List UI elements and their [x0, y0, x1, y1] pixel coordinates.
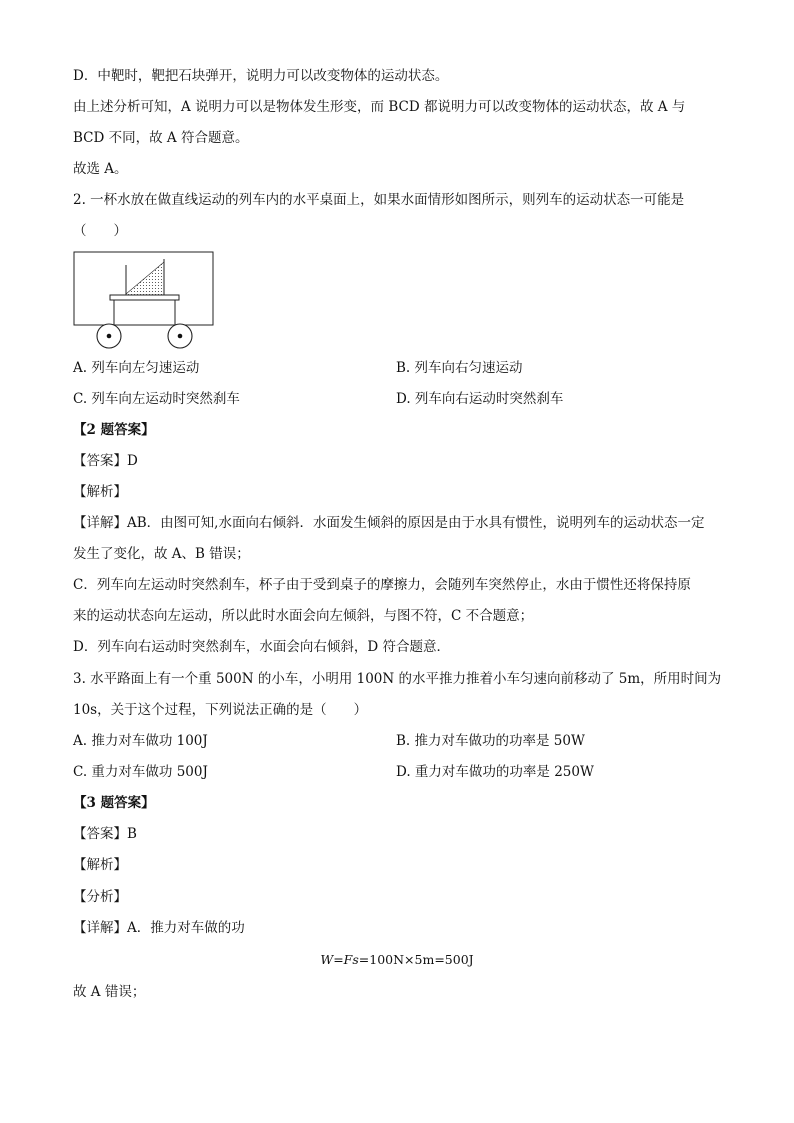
- q2-detail-4: 来的运动状态向左运动，所以此时水面会向左倾斜，与图不符，C 不合题意；: [73, 608, 534, 624]
- q2-option-a: A. 列车向左匀速运动: [73, 360, 200, 376]
- q3-option-a: A. 推力对车做功 100J: [73, 733, 208, 749]
- q2-detail-3: C．列车向左运动时突然刹车，杯子由于受到桌子的摩擦力，会随列车突然停止，水由于惯性还将保持原: [73, 577, 691, 593]
- formula-fs: Fs: [343, 952, 359, 967]
- q2-detail-2: 发生了变化，故 A、B 错误；: [73, 546, 250, 562]
- q2-option-b: B. 列车向右匀速运动: [396, 360, 523, 376]
- q3-detail-end: 故 A 错误；: [73, 984, 146, 1000]
- wheel-right-hub: [178, 334, 183, 339]
- q2-option-c: C. 列车向左运动时突然刹车: [73, 391, 240, 407]
- line-d-conclusion: D．中靶时，靶把石块弹开，说明力可以改变物体的运动状态。: [73, 68, 449, 84]
- line-analysis-1: 由上述分析可知，A 说明力可以是物体发生形变，而 BCD 都说明力可以改变物体的运动状态，故 A 与: [73, 99, 686, 115]
- q2-answer-heading: 【2 题答案】: [73, 422, 155, 438]
- work-formula: [0, 950, 794, 970]
- q3-breakdown-label: 【分析】: [73, 889, 127, 905]
- formula-result: =100N×5m=500J: [358, 952, 474, 967]
- q3-option-c: C. 重力对车做功 500J: [73, 764, 208, 780]
- q3-answer: 【答案】B: [73, 826, 137, 842]
- question-2-stem: 2. 一杯水放在做直线运动的列车内的水平桌面上，如果水面情形如图所示，则列车的运动状态一可能是: [73, 192, 685, 208]
- q3-option-b: B. 推力对车做功的功率是 50W: [396, 733, 585, 749]
- line-select-a: 故选 A。: [73, 161, 128, 177]
- q2-option-d: D. 列车向右运动时突然刹车: [396, 391, 564, 407]
- q2-detail-1: 【详解】AB．由图可知,水面向右倾斜．水面发生倾斜的原因是由于水具有惯性，说明列车的运动状态一定: [73, 515, 705, 531]
- question-3-stem-2: 10s，关于这个过程，下列说法正确的是（ ）: [73, 702, 368, 718]
- q3-detail-1: 【详解】A．推力对车做的功: [73, 920, 245, 936]
- q2-answer: 【答案】D: [73, 453, 138, 469]
- q2-analysis-label: 【解析】: [73, 484, 127, 500]
- formula-equals: =: [333, 952, 344, 967]
- line-analysis-2: BCD 不同，故 A 符合题意。: [73, 130, 249, 146]
- question-3-stem-1: 3. 水平路面上有一个重 500N 的小车，小明用 100N 的水平推力推着小车匀速向前移动了 5m，所用时间为: [73, 671, 722, 687]
- q2-detail-5: D．列车向右运动时突然刹车，水面会向右倾斜，D 符合题意．: [73, 639, 450, 655]
- question-2-bracket: （ ）: [73, 223, 127, 239]
- q3-analysis-label: 【解析】: [73, 857, 127, 873]
- train-figure: [73, 251, 215, 351]
- formula-w: W: [320, 952, 334, 967]
- table-top: [110, 295, 179, 300]
- wheel-left-hub: [107, 334, 112, 339]
- q3-answer-heading: 【3 题答案】: [73, 795, 155, 811]
- q3-option-d: D. 重力对车做功的功率是 250W: [396, 764, 594, 780]
